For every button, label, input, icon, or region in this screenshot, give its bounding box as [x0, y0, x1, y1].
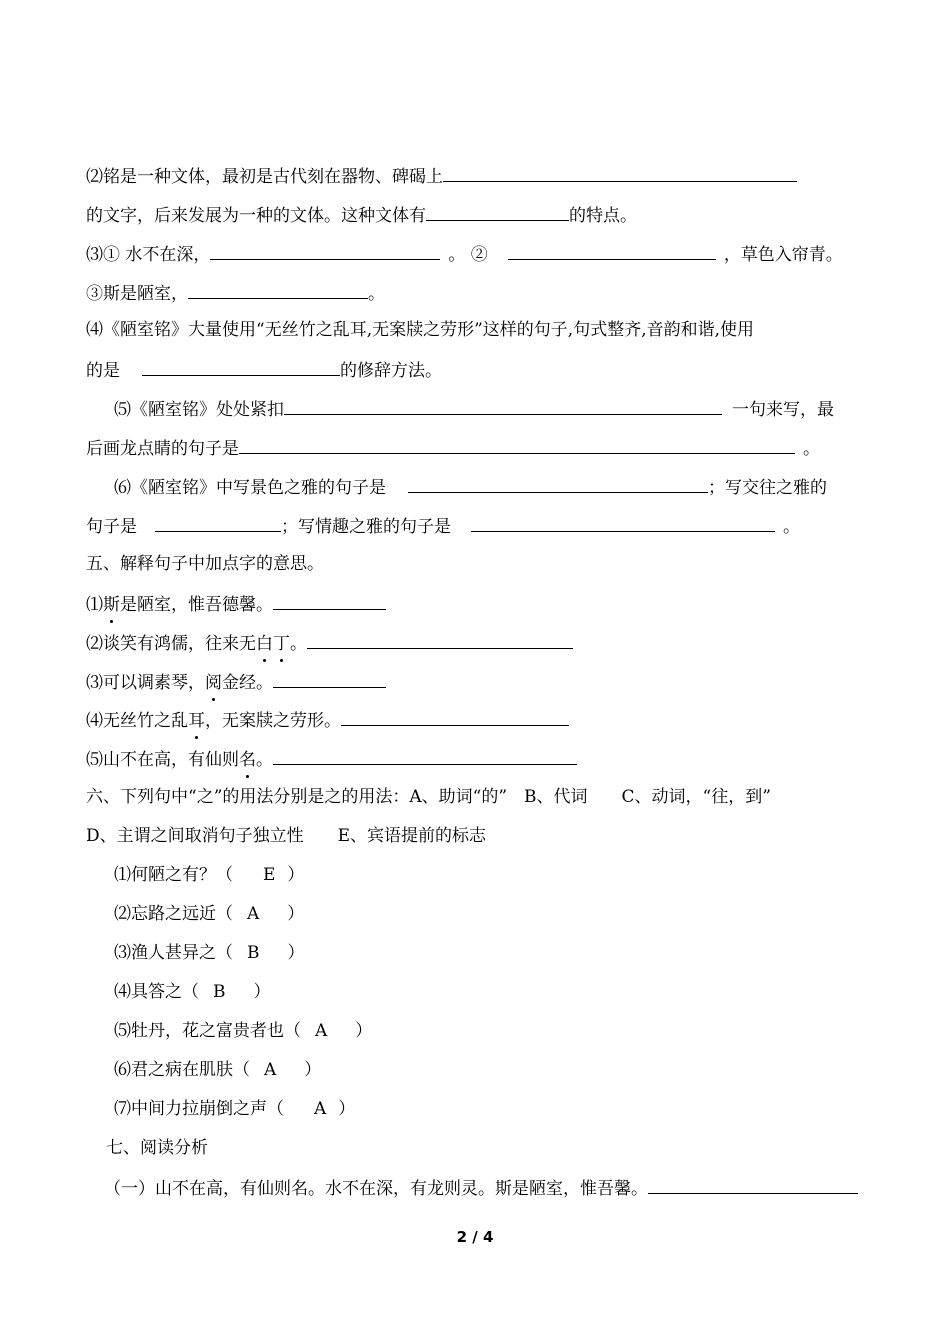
q7-heading: 七、阅读分析 [106, 1138, 208, 1158]
q4-line-6: 的是 的修辞方法。 [86, 357, 442, 381]
q6-item-3: ⑶渔人甚异之（ B ） [114, 943, 305, 963]
answer-blank[interactable] [273, 669, 386, 688]
dotted-char: 白 [256, 634, 273, 654]
answer-blank[interactable] [142, 357, 340, 376]
q6-item-7: ⑺中间力拉崩倒之声（ A ） [114, 1099, 356, 1119]
q5-item-3: ⑶可以调素琴，阅金经。 [86, 669, 386, 693]
answer-blank[interactable] [273, 591, 386, 610]
q6-heading: 六、下列句中“之”的用法分别是之的用法：A、助词“的” B、代词 C、动词，“往，到” [86, 787, 771, 807]
q6-heading-2: D、主谓之间取消句子独立性 E、宾语提前的标志 [86, 826, 487, 846]
answer-blank[interactable] [188, 280, 368, 299]
dotted-char: 名 [239, 750, 256, 770]
q5-item-5: ⑸山不在高，有仙则名。 [86, 746, 577, 770]
page-number: 2 / 4 [456, 1228, 494, 1246]
q4-line-3: ⑶① 水不在深， 。 ② ，草色入帘青。 [86, 241, 843, 265]
answer-blank[interactable] [471, 513, 775, 532]
answer: A [314, 1099, 327, 1119]
answer: A [315, 1021, 328, 1041]
q4-line-8: 后画龙点睛的句子是 。 [86, 435, 820, 459]
q4-line-4: ③斯是陋室， 。 [86, 280, 385, 304]
q4-line-5: ⑷《陋室铭》大量使用“无丝竹之乱耳,无案牍之劳形”这样的句子,句式整齐,音韵和谐,使用 [86, 320, 754, 340]
q4-line-9: ⑹《陋室铭》中写景色之雅的句子是 ；写交往之雅的 [114, 474, 827, 498]
q7-passage: （一）山不在高，有仙则名。水不在深，有龙则灵。斯是陋室，惟吾馨。 [104, 1175, 858, 1199]
answer-blank[interactable] [508, 241, 716, 260]
dotted-char: 斯 [103, 595, 120, 615]
answer-blank[interactable] [307, 630, 573, 649]
q5-item-2: ⑵谈笑有鸿儒，往来无白丁。 [86, 630, 573, 654]
answer-blank[interactable] [210, 241, 440, 260]
q4-line-2: 的文字，后来发展为一种的文体。这种文体有 的特点。 [86, 202, 637, 226]
answer-blank[interactable] [341, 707, 569, 726]
q6-item-2: ⑵忘路之远近（ A ） [114, 904, 305, 924]
q5-heading: 五、解释句子中加点字的意思。 [86, 554, 324, 574]
q5-item-1: ⑴斯是陋室，惟吾德馨。 [86, 591, 386, 615]
answer-blank[interactable] [408, 474, 708, 493]
dotted-char: 阅 [205, 673, 222, 693]
q6-item-5: ⑸牡丹，花之富贵者也（ A ） [114, 1021, 373, 1041]
answer-blank[interactable] [273, 746, 577, 765]
answer-blank[interactable] [239, 435, 795, 454]
q6-item-6: ⑹君之病在肌肤（ A ） [114, 1060, 322, 1080]
answer: B [213, 982, 226, 1002]
answer: B [247, 943, 260, 963]
answer-blank[interactable] [155, 513, 281, 532]
q6-item-1: ⑴何陋之有？（ E ） [114, 865, 305, 885]
q5-item-4: ⑷无丝竹之乱耳，无案牍之劳形。 [86, 707, 569, 731]
q4-line-7: ⑸《陋室铭》处处紧扣 一句来写，最 [114, 396, 834, 420]
q6-item-4: ⑷具答之（ B ） [114, 982, 271, 1002]
q4-line-1: ⑵铭是一种文体，最初是古代刻在器物、碑碣上 [86, 163, 797, 187]
answer: A [247, 904, 260, 924]
dotted-char: 丁 [273, 634, 290, 654]
q4-line-10: 句子是 ；写情趣之雅的句子是 。 [86, 513, 800, 537]
dotted-char: 耳 [188, 711, 205, 731]
answer: E [263, 865, 276, 885]
answer-blank[interactable] [284, 396, 722, 415]
answer-blank[interactable] [648, 1175, 858, 1194]
answer-blank[interactable] [426, 202, 569, 221]
answer-blank[interactable] [443, 163, 797, 182]
answer: A [264, 1060, 277, 1080]
